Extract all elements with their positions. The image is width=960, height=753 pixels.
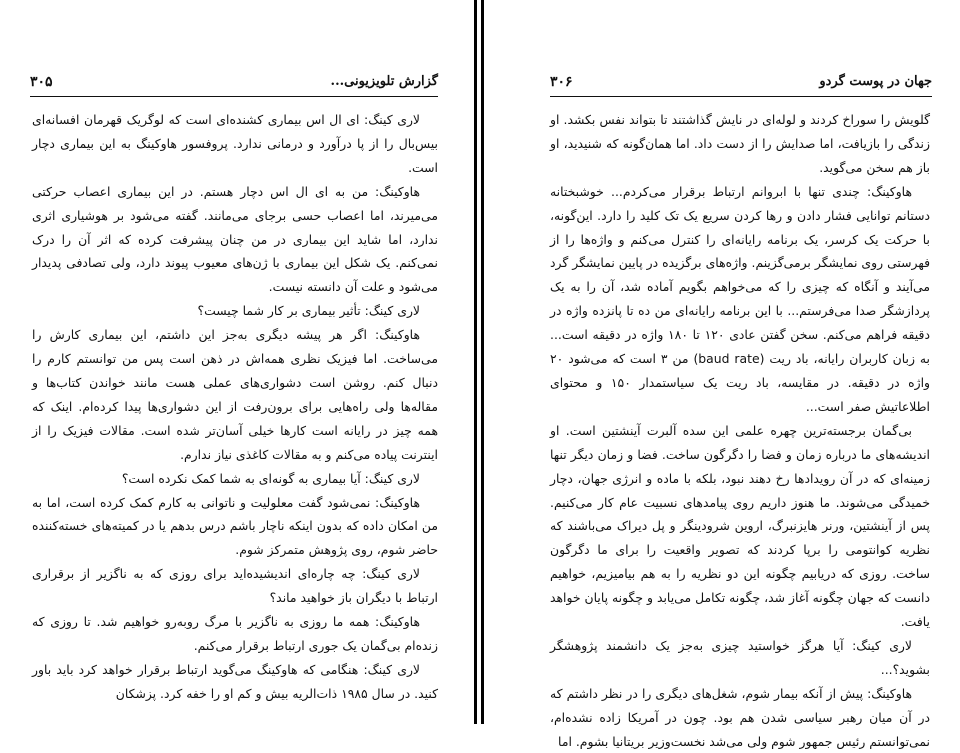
- paragraph: لاری کینگ: هنگامی که هاوکینگ می‌گوید ارتباط برقرار خواهد کرد باید باور کنید. در سال ۱۹۸۵ ذات‌الریه بیش و کم او را خفه کرد. پزشکان: [32, 661, 438, 701]
- body-text: [32, 108, 438, 706]
- running-header: [30, 74, 438, 94]
- page-number: ۳۰۵: [30, 74, 53, 90]
- paragraph: لاری کینگ: چه چاره‌ای اندیشیده‌اید برای روزی که به ناگزیر از برقراری ارتباط با دیگران باز خواهید ماند؟: [32, 566, 438, 606]
- paragraph: هاوکینگ: اگر هر پیشه دیگری به‌جز این داشتم، این بیماری کارش را می‌ساخت. اما فیزیک نظری همه‌اش در ذهن است پس من توانستم کارم را دنبال کنم. روشن است دشواری‌های عملی هست مانند خواندن کتاب‌ها و مقاله‌ها ولی راه‌هایی برای برون‌رفت از این دشواری‌ها پیدا کرده‌ام. اینک که همه چیز در رایانه است کارها خیلی آسان‌تر شده است. مقالات فیزیک را از اینترنت پیاده می‌کنم و به مقالات کاغذی نیاز ندارم.: [32, 327, 438, 462]
- paragraph: بی‌گمان برجسته‌ترین چهره علمی این سده آلبرت آینشتین است. او اندیشه‌های ما درباره زمان و فضا را دگرگون ساخت. فضا و زمان دیگر تنها زمینه‌ای که در آن رویدادها رخ دهند نبود، بلکه با ماده و انرژی جهان، دچار خمیدگی می‌شوند. ما هنوز داریم روی پیامدهای نسبیت عام کار می‌کنیم. پس از آینشتین، ورنر هایزنبرگ، اروین شرودینگر و پل دیراک می‌باشند که نظریه کوانتومی را برپا کردند که تصویر واقعیت را برای ما دگرگون ساخت. روزی که دریابیم چگونه این دو نظریه را به هم بیامیزیم، خواهیم دانست که جهان چگونه آغاز شد، چگونه تکامل می‌یابد و چگونه پایان خواهد یافت.: [550, 422, 930, 630]
- paragraph: لاری کینگ: آیا هرگز خواستید چیزی به‌جز یک دانشمند پژوهشگر بشوید؟...: [550, 637, 930, 677]
- book-gutter: [474, 0, 484, 724]
- paragraph: لاری کینگ: ای ال اس بیماری کشنده‌ای است که لوگریک قهرمان افسانه‌ای بیس‌بال را از پا درآورد و درمانی ندارد. پروفسور هاوکینگ به این بیماری دچار است.: [32, 112, 438, 175]
- running-title: گزارش تلویزیونی...: [330, 74, 438, 89]
- paragraph: هاوکینگ: چندی تنها با ابروانم ارتباط برقرار می‌کردم... خوشبختانه دستانم توانایی فشار دادن و رها کردن سریع یک تک کلید را دارد. این‌گونه، با حرکت یک کرسر، یک برنامه رایانه‌ای را کنترل می‌کنم و واژه‌ها را از فهرستی روی نمایشگر برمی‌گزینم. واژه‌های برگزیده در پایین نمایشگر گرد می‌آیند و آنگاه که چیزی را که می‌خواهم بگویم آماده شد، آن را به یک پردازشگر صدا می‌فرستم... با این برنامه رایانه‌ای من ده تا پانزده واژه در دقیقه فراهم می‌کنم. سخن گفتن عادی ۱۲۰ تا ۱۸۰ واژه در دقیقه است... به زبان کاربران رایانه، باد ریت (baud rate) من ۳ است که می‌شود ۲۰ واژه در دقیقه. در مقایسه، باد ریت یک سیاستمدار ۱۵۰ و محتوای اطلاعاتیش صفر است...: [550, 183, 931, 414]
- body-text: [550, 108, 930, 753]
- paragraph: هاوکینگ: من به ای ال اس دچار هستم. در این بیماری اعصاب حرکتی می‌میرند، اما اعصاب حسی برجای می‌مانند. گفته می‌شود بر هوشیاری اثری ندارد، اما شاید این بیماری در من چنان پیشرفت کرده که اثر آن را درک نمی‌کنم. یک شکل این بیماری با ژن‌های معیوب پیوند دارد، ولی تصادفی پدیدار می‌شود و علت آن دانسته نیست.: [32, 183, 438, 295]
- header-rule: [30, 96, 438, 97]
- paragraph: لاری کینگ: تأثیر بیماری بر کار شما چیست؟: [197, 303, 420, 319]
- left-page: [0, 0, 474, 724]
- page-number: ۳۰۶: [550, 74, 573, 90]
- paragraph: هاوکینگ: پیش از آنکه بیمار شوم، شغل‌های دیگری را در نظر داشتم که در آن میان رهبر سیاسی شدن هم بود. چون در آمریکا زاده نشده‌ام، نمی‌توانستم رئیس جمهور شوم ولی می‌شد نخست‌وزیر بریتانیا بشوم. اما: [550, 685, 930, 749]
- paragraph: لاری کینگ: آیا بیماری به گونه‌ای به شما کمک نکرده است؟: [121, 470, 420, 486]
- right-page: [484, 0, 960, 749]
- paragraph: گلویش را سوراخ کردند و لوله‌ای در نایش گذاشتند تا بتواند نفس بکشد. او زندگی را بازیافت، اما صدایش را از دست داد. اما همان‌گونه که شنیدید، او باز هم سخن می‌گوید.: [550, 112, 930, 175]
- running-title: جهان در پوست گردو: [819, 74, 932, 89]
- paragraph: هاوکینگ: همه ما روزی به ناگزیر با مرگ روبه‌رو خواهیم شد. تا روزی که زنده‌ام بی‌گمان یک جوری ارتباط برقرار می‌کنم.: [32, 614, 438, 653]
- paragraph: هاوکینگ: نمی‌شود گفت معلولیت و ناتوانی به کارم کمک کرده است، اما به من امکان داده که بدون اینکه ناچار باشم درس بدهم یا در کمیته‌های خسته‌کننده حاضر شوم، روی پژوهش متمرکز شوم.: [32, 494, 438, 558]
- header-rule: [550, 96, 932, 97]
- running-header: [550, 74, 932, 94]
